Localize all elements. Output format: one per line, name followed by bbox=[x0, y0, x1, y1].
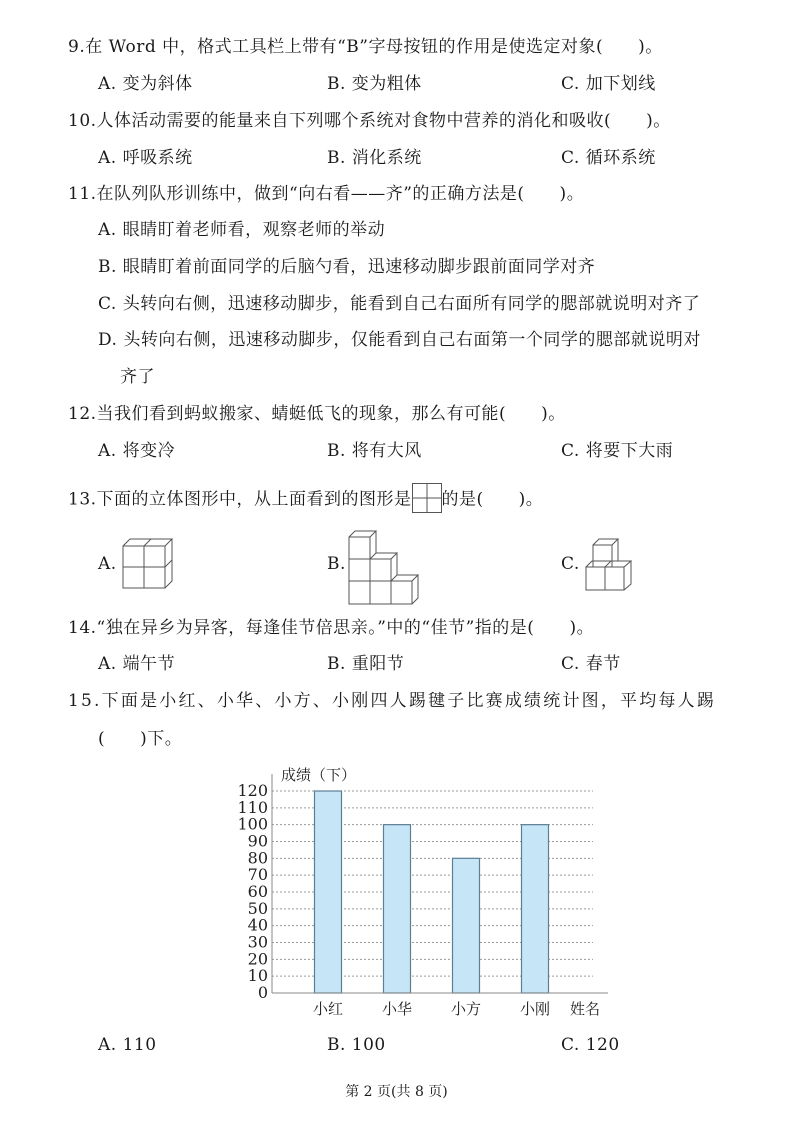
y-tick-label: 110 bbox=[237, 797, 268, 817]
option-c-label: C. bbox=[561, 554, 580, 574]
y-tick-label: 50 bbox=[247, 898, 268, 918]
question-text-after: 的是( )。 bbox=[441, 489, 544, 510]
bar-3 bbox=[453, 858, 480, 993]
option-b: B. 100 bbox=[327, 1035, 386, 1055]
question-number: 11. bbox=[68, 184, 97, 204]
option-b: B. 将有大风 bbox=[327, 441, 422, 461]
option-c: C. 加下划线 bbox=[561, 74, 656, 94]
option-b-label: B. bbox=[327, 554, 346, 574]
option-a: A. 眼睛盯着老师看，观察老师的举动 bbox=[98, 220, 386, 240]
y-tick-label: 20 bbox=[247, 949, 268, 969]
question-text: 在队列队形训练中，做到“向右看——齐”的正确方法是( )。 bbox=[96, 184, 585, 204]
x-category-label: 小华 bbox=[381, 1000, 413, 1018]
option-b: B. 变为粗体 bbox=[327, 74, 422, 94]
option-a-label: A. bbox=[98, 554, 117, 574]
bar-4 bbox=[522, 825, 549, 993]
option-b: B. 眼睛盯着前面同学的后脑勺看，迅速移动脚步跟前面同学对齐 bbox=[98, 257, 596, 277]
x-category-label: 小方 bbox=[450, 1000, 482, 1018]
bar-1 bbox=[315, 791, 342, 993]
option-c: C. 循环系统 bbox=[561, 148, 656, 168]
y-tick-label: 70 bbox=[247, 865, 268, 885]
y-tick-label: 10 bbox=[247, 966, 268, 986]
y-tick-label: 100 bbox=[237, 814, 268, 834]
option-a: A. 110 bbox=[98, 1035, 157, 1055]
question-15-line2: ( )下。 bbox=[98, 729, 183, 749]
question-number: 9. bbox=[68, 37, 86, 57]
option-c: C. 春节 bbox=[561, 654, 621, 674]
option-d: D. 头转向右侧，迅速移动脚步，仅能看到自己右面第一个同学的腮部就说明对 bbox=[98, 330, 701, 350]
option-a: A. 将变冷 bbox=[98, 441, 176, 461]
y-tick-label: 0 bbox=[257, 983, 268, 1002]
y-tick-label: 60 bbox=[247, 882, 268, 901]
x-category-label: 小红 bbox=[312, 1000, 344, 1018]
question-text: 人体活动需要的能量来自下列哪个系统对食物中营养的消化和吸收( )。 bbox=[96, 111, 671, 131]
y-tick-label: 40 bbox=[247, 915, 268, 935]
option-b: B. 重阳节 bbox=[327, 654, 405, 674]
question-text-before: 下面的立体图形中，从上面看到的图形是 bbox=[96, 489, 412, 510]
question-number: 13. bbox=[68, 489, 97, 510]
x-axis-label: 姓名 bbox=[570, 1000, 601, 1018]
option-b: B. 消化系统 bbox=[327, 148, 422, 168]
y-tick-label: 120 bbox=[237, 781, 268, 800]
option-d-continued: 齐了 bbox=[120, 367, 155, 387]
question-text: “独在异乡为异客，每逢佳节倍思亲。”中的“佳节”指的是( )。 bbox=[96, 618, 595, 638]
y-tick-label: 30 bbox=[247, 932, 268, 952]
option-a: A. 变为斜体 bbox=[98, 74, 193, 94]
question-number: 14. bbox=[68, 618, 97, 638]
y-tick-label: 80 bbox=[247, 848, 268, 868]
option-a: A. 呼吸系统 bbox=[98, 148, 193, 168]
option-c: C. 120 bbox=[561, 1035, 620, 1055]
question-number: 15. bbox=[68, 691, 102, 711]
y-axis-label: 成绩（下） bbox=[281, 766, 357, 784]
question-number: 10. bbox=[68, 111, 97, 131]
page-footer: 第 2 页(共 8 页) bbox=[345, 1084, 448, 1100]
y-tick-label: 90 bbox=[247, 831, 268, 851]
question-text: 在 Word 中，格式工具栏上带有“B”字母按钮的作用是使选定对象( )。 bbox=[85, 37, 663, 57]
question-text: 下面是小红、小华、小方、小刚四人踢毽子比赛成绩统计图，平均每人踢 bbox=[101, 691, 717, 711]
bar-2 bbox=[384, 825, 411, 993]
option-a: A. 端午节 bbox=[98, 654, 176, 674]
option-c: C. 头转向右侧，迅速移动脚步，能看到自己右面所有同学的腮部就说明对齐了 bbox=[98, 294, 701, 314]
question-number: 12. bbox=[68, 404, 97, 424]
option-c: C. 将要下大雨 bbox=[561, 441, 674, 461]
question-text: 当我们看到蚂蚁搬家、蜻蜓低飞的现象，那么有可能( )。 bbox=[96, 404, 566, 424]
x-category-label: 小刚 bbox=[519, 1000, 551, 1018]
